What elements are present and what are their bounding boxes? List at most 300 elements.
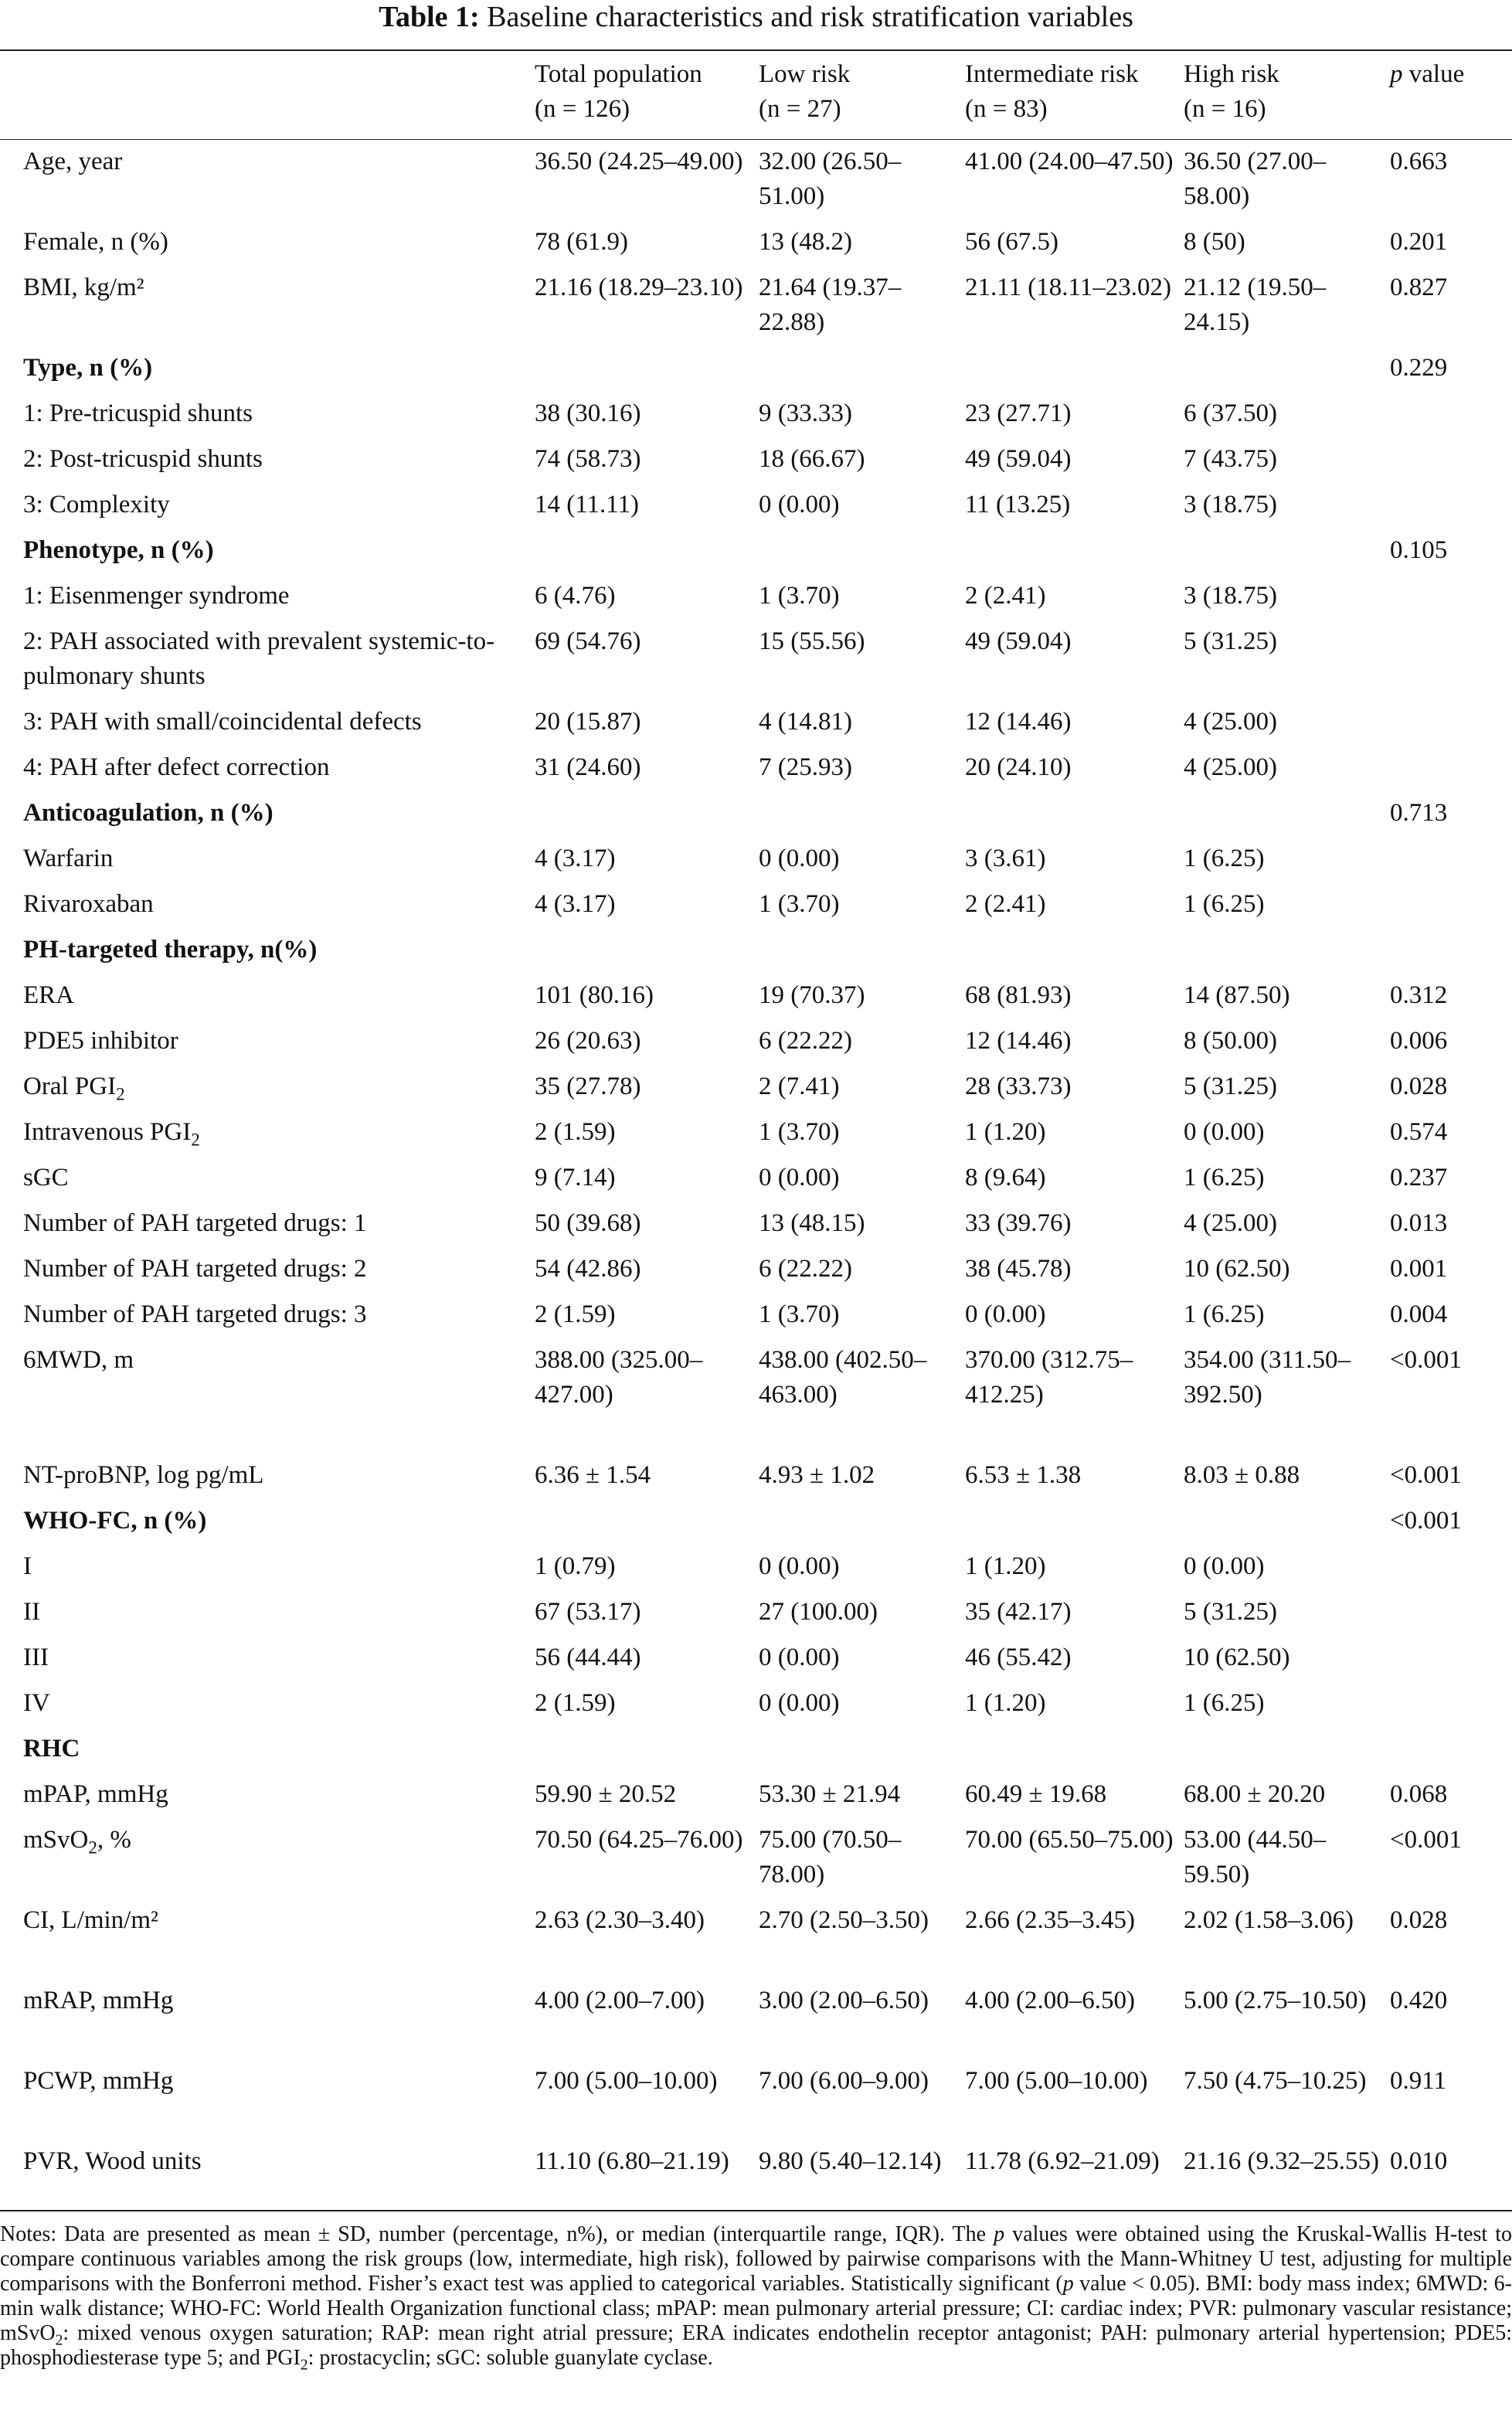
cell-low-risk: 19 (70.37) xyxy=(759,981,865,1009)
cell-high-risk: 36.50 (27.00–58.00) xyxy=(1184,148,1327,210)
cell-high-risk: 6 (37.50) xyxy=(1184,399,1277,427)
cell-high-risk: 1 (6.25) xyxy=(1184,890,1265,918)
row-label-text: sGC xyxy=(23,1164,69,1192)
row-label-subscript: 2 xyxy=(116,1083,125,1104)
cell-intermediate-risk: 4.00 (2.00–6.50) xyxy=(965,1987,1135,2014)
notes-part-1: Notes: Data are presented as mean ± SD, number (percentage, n%), or median (interquartile range, IQR). The xyxy=(0,2222,994,2246)
cell-high-risk: 4 (25.00) xyxy=(1184,708,1277,736)
cell-high-risk: 10 (62.50) xyxy=(1184,1255,1290,1283)
cell-total-population: 2 (1.59) xyxy=(535,1689,616,1717)
cell-total-population: 2 (1.59) xyxy=(535,1118,616,1146)
cell-high-risk: 2.02 (1.58–3.06) xyxy=(1184,1906,1354,1934)
notes-part-4: : mixed venous oxygen saturation; RAP: mean right atrial pressure; ERA indicates endothelin receptor antagonist; PAH: pulmonary arterial hypertension; PDE5: phosphodiesterase type 5; and PGI xyxy=(0,2321,1512,2370)
cell-p-value: 0.237 xyxy=(1390,1164,1448,1192)
row-label-text: Rivaroxaban xyxy=(23,890,154,918)
cell-intermediate-risk: 12 (14.46) xyxy=(965,708,1072,736)
cell-p-value: 0.713 xyxy=(1390,799,1448,827)
notes-p-italic-1: p xyxy=(994,2222,1005,2246)
table-row xyxy=(0,973,1512,1018)
cell-total-population: 11.10 (6.80–21.19) xyxy=(535,2147,729,2175)
cell-low-risk xyxy=(759,927,965,973)
cell-intermediate-risk: 33 (39.76) xyxy=(965,1209,1072,1237)
cell-p-value: <0.001 xyxy=(1390,1346,1462,1374)
row-label-text: PCWP, mmHg xyxy=(23,2067,174,2095)
cell-total-population: 20 (15.87) xyxy=(535,708,641,736)
table-row xyxy=(0,1898,1512,1978)
table-row xyxy=(0,1338,1512,1453)
cell-total-population: 56 (44.44) xyxy=(535,1644,641,1671)
cell-high-risk: 21.16 (9.32–25.55) xyxy=(1184,2147,1379,2175)
row-label xyxy=(0,139,535,219)
cell-total-population: 38 (30.16) xyxy=(535,399,641,427)
header-p-value-text: value xyxy=(1402,60,1465,88)
cell-total-population: 4.00 (2.00–7.00) xyxy=(535,1987,705,2014)
cell-p-value: 0.013 xyxy=(1390,1209,1448,1237)
cell-intermediate-risk: 1 (1.20) xyxy=(965,1552,1046,1580)
cell-total-population: 4 (3.17) xyxy=(535,845,616,872)
cell-total-population xyxy=(535,927,759,973)
cell-low-risk: 9.80 (5.40–12.14) xyxy=(759,2147,942,2175)
cell-p-value xyxy=(1390,1589,1512,1635)
header-high-risk xyxy=(1184,49,1390,139)
cell-total-population: 35 (27.78) xyxy=(535,1073,641,1100)
header-low-risk xyxy=(759,49,965,139)
cell-total-population: 6 (4.76) xyxy=(535,582,616,610)
table-row xyxy=(0,699,1512,745)
cell-intermediate-risk: 20 (24.10) xyxy=(965,753,1072,781)
notes-part-5: : prostacyclin; sGC: soluble guanylate cyclase. xyxy=(307,2346,713,2370)
cell-p-value: 0.006 xyxy=(1390,1027,1448,1055)
row-label-text: Warfarin xyxy=(23,845,114,872)
cell-p-value: 0.068 xyxy=(1390,1780,1448,1808)
row-label-text: ERA xyxy=(23,981,74,1009)
row-label xyxy=(0,573,535,619)
row-label xyxy=(0,1978,535,2058)
header-high-risk-title: High risk xyxy=(1184,60,1279,88)
cell-low-risk xyxy=(759,790,965,836)
cell-p-value xyxy=(1390,882,1512,927)
cell-low-risk: 9 (33.33) xyxy=(759,399,852,427)
row-label-text: mRAP, mmHg xyxy=(23,1987,174,2014)
cell-intermediate-risk: 38 (45.78) xyxy=(965,1255,1072,1283)
row-label-text: Type, n (%) xyxy=(23,354,153,382)
row-label-text: BMI, kg/m² xyxy=(23,274,144,301)
row-label-text: Phenotype, n (%) xyxy=(23,536,214,564)
cell-high-risk xyxy=(1184,927,1390,973)
notes-p-italic-2: p xyxy=(1062,2272,1074,2296)
table-notes xyxy=(0,2222,1512,2374)
cell-p-value: 0.105 xyxy=(1390,536,1448,564)
row-label xyxy=(0,1772,535,1817)
cell-p-value xyxy=(1390,699,1512,745)
header-p-value xyxy=(1390,49,1512,139)
cell-low-risk: 2 (7.41) xyxy=(759,1073,840,1100)
row-label xyxy=(0,2058,535,2139)
cell-intermediate-risk xyxy=(965,345,1184,391)
cell-low-risk: 27 (100.00) xyxy=(759,1598,878,1626)
cell-intermediate-risk: 11 (13.25) xyxy=(965,491,1071,518)
cell-intermediate-risk: 56 (67.5) xyxy=(965,228,1058,256)
cell-intermediate-risk: 23 (27.71) xyxy=(965,399,1072,427)
row-label xyxy=(0,882,535,927)
row-label xyxy=(0,1155,535,1201)
cell-total-population: 67 (53.17) xyxy=(535,1598,641,1626)
cell-low-risk: 0 (0.00) xyxy=(759,1552,840,1580)
cell-low-risk: 1 (3.70) xyxy=(759,1300,840,1328)
cell-low-risk: 18 (66.67) xyxy=(759,445,865,473)
table-row xyxy=(0,573,1512,619)
cell-p-value: <0.001 xyxy=(1390,1826,1462,1854)
cell-intermediate-risk xyxy=(965,790,1184,836)
cell-intermediate-risk: 49 (59.04) xyxy=(965,627,1072,655)
header-variable xyxy=(0,49,535,139)
cell-p-value xyxy=(1390,391,1512,437)
cell-total-population: 69 (54.76) xyxy=(535,627,641,655)
cell-total-population: 388.00 (325.00–427.00) xyxy=(535,1346,703,1409)
row-label xyxy=(0,836,535,882)
cell-p-value xyxy=(1390,745,1512,790)
cell-high-risk: 8.03 ± 0.88 xyxy=(1184,1461,1300,1489)
row-label xyxy=(0,619,535,699)
cell-high-risk: 21.12 (19.50–24.15) xyxy=(1184,274,1327,336)
cell-low-risk: 1 (3.70) xyxy=(759,1118,840,1146)
cell-intermediate-risk xyxy=(965,927,1184,973)
cell-p-value: 0.201 xyxy=(1390,228,1448,256)
cell-p-value: 0.827 xyxy=(1390,274,1448,301)
cell-intermediate-risk: 2 (2.41) xyxy=(965,890,1046,918)
cell-p-value: 0.028 xyxy=(1390,1906,1448,1934)
table-row xyxy=(0,1018,1512,1064)
cell-p-value xyxy=(1390,1681,1512,1726)
cell-low-risk: 21.64 (19.37–22.88) xyxy=(759,274,902,336)
cell-intermediate-risk: 2.66 (2.35–3.45) xyxy=(965,1906,1135,1934)
row-label xyxy=(0,391,535,437)
cell-p-value: 0.663 xyxy=(1390,148,1448,175)
cell-high-risk: 68.00 ± 20.20 xyxy=(1184,1780,1326,1808)
cell-high-risk: 7.50 (4.75–10.25) xyxy=(1184,2067,1367,2095)
table-body xyxy=(0,139,1512,2219)
table-row xyxy=(0,1978,1512,2058)
cell-intermediate-risk: 11.78 (6.92–21.09) xyxy=(965,2147,1160,2175)
cell-intermediate-risk: 3 (3.61) xyxy=(965,845,1046,872)
cell-intermediate-risk xyxy=(965,1498,1184,1544)
cell-p-value: 0.004 xyxy=(1390,1300,1448,1328)
row-label xyxy=(0,2139,535,2219)
cell-low-risk: 32.00 (26.50–51.00) xyxy=(759,148,902,210)
cell-low-risk: 3.00 (2.00–6.50) xyxy=(759,1987,929,2014)
cell-p-value xyxy=(1390,573,1512,619)
table-row xyxy=(0,345,1512,391)
cell-total-population xyxy=(535,528,759,573)
row-label xyxy=(0,1064,535,1110)
row-label-text: Anticoagulation, n (%) xyxy=(23,799,274,827)
table-row xyxy=(0,1681,1512,1726)
cell-total-population: 74 (58.73) xyxy=(535,445,641,473)
header-total-population-n: (n = 126) xyxy=(535,95,630,123)
table-row xyxy=(0,2139,1512,2219)
row-label xyxy=(0,927,535,973)
row-label-text: CI, L/min/m² xyxy=(23,1906,158,1934)
cell-total-population: 26 (20.63) xyxy=(535,1027,641,1055)
cell-intermediate-risk: 2 (2.41) xyxy=(965,582,1046,610)
row-label xyxy=(0,1635,535,1681)
cell-low-risk: 0 (0.00) xyxy=(759,491,840,518)
baseline-characteristics-table xyxy=(0,49,1512,2219)
header-intermediate-risk-title: Intermediate risk xyxy=(965,60,1139,88)
cell-p-value: 0.010 xyxy=(1390,2147,1448,2175)
cell-total-population: 31 (24.60) xyxy=(535,753,641,781)
cell-high-risk: 4 (25.00) xyxy=(1184,753,1277,781)
cell-p-value xyxy=(1390,836,1512,882)
cell-low-risk: 0 (0.00) xyxy=(759,1164,840,1192)
cell-total-population xyxy=(535,790,759,836)
cell-low-risk: 53.30 ± 21.94 xyxy=(759,1780,901,1808)
cell-intermediate-risk: 68 (81.93) xyxy=(965,981,1072,1009)
cell-total-population: 59.90 ± 20.52 xyxy=(535,1780,677,1808)
cell-p-value: <0.001 xyxy=(1390,1507,1462,1535)
cell-high-risk xyxy=(1184,528,1390,573)
table-row xyxy=(0,265,1512,345)
cell-high-risk: 5.00 (2.75–10.50) xyxy=(1184,1987,1367,2014)
table-row xyxy=(0,482,1512,528)
cell-p-value: 0.312 xyxy=(1390,981,1448,1009)
cell-low-risk: 13 (48.2) xyxy=(759,228,852,256)
table-row xyxy=(0,1589,1512,1635)
cell-intermediate-risk: 370.00 (312.75–412.25) xyxy=(965,1346,1133,1409)
cell-low-risk: 6 (22.22) xyxy=(759,1255,852,1283)
cell-total-population xyxy=(535,345,759,391)
header-p-italic: p xyxy=(1390,60,1403,88)
row-label-text: 3: PAH with small/coincidental defects xyxy=(23,708,422,736)
row-label-subscript: 2 xyxy=(191,1129,200,1150)
row-label xyxy=(0,219,535,265)
cell-low-risk: 0 (0.00) xyxy=(759,1644,840,1671)
row-label-subscript: 2 xyxy=(88,1837,97,1858)
row-label-text: Number of PAH targeted drugs: 3 xyxy=(23,1300,367,1328)
row-label-suffix: , % xyxy=(97,1826,131,1854)
header-low-risk-title: Low risk xyxy=(759,60,851,88)
notes-subscript-2: 2 xyxy=(300,2357,308,2374)
row-label xyxy=(0,528,535,573)
cell-high-risk: 7 (43.75) xyxy=(1184,445,1277,473)
row-label-text: mSvO xyxy=(23,1826,89,1854)
cell-low-risk: 0 (0.00) xyxy=(759,1689,840,1717)
cell-intermediate-risk: 6.53 ± 1.38 xyxy=(965,1461,1082,1489)
row-label-text: Number of PAH targeted drugs: 1 xyxy=(23,1209,367,1237)
cell-low-risk: 4.93 ± 1.02 xyxy=(759,1461,875,1489)
row-label-text: 1: Eisenmenger syndrome xyxy=(23,582,290,610)
cell-total-population: 36.50 (24.25–49.00) xyxy=(535,148,743,175)
cell-p-value xyxy=(1390,482,1512,528)
cell-low-risk: 1 (3.70) xyxy=(759,582,840,610)
row-label xyxy=(0,1544,535,1589)
row-label-text: 2: Post-tricuspid shunts xyxy=(23,445,263,473)
cell-high-risk: 1 (6.25) xyxy=(1184,845,1265,872)
row-label-text: Oral PGI xyxy=(23,1073,117,1100)
cell-high-risk: 1 (6.25) xyxy=(1184,1689,1265,1717)
cell-p-value xyxy=(1390,1544,1512,1589)
table-row xyxy=(0,1292,1512,1338)
cell-total-population: 101 (80.16) xyxy=(535,981,654,1009)
cell-high-risk: 8 (50.00) xyxy=(1184,1027,1277,1055)
row-label xyxy=(0,437,535,482)
row-label-text: 6MWD, m xyxy=(23,1346,134,1374)
cell-high-risk: 8 (50) xyxy=(1184,228,1245,256)
row-label xyxy=(0,1726,535,1772)
cell-low-risk: 15 (55.56) xyxy=(759,627,865,655)
table-row xyxy=(0,619,1512,699)
cell-intermediate-risk: 8 (9.64) xyxy=(965,1164,1046,1192)
table-row xyxy=(0,437,1512,482)
row-label xyxy=(0,1110,535,1155)
cell-total-population: 78 (61.9) xyxy=(535,228,628,256)
table-caption-label: Table 1: xyxy=(379,1,480,33)
cell-low-risk xyxy=(759,1498,965,1544)
table-row xyxy=(0,219,1512,265)
row-label-text: III xyxy=(23,1644,49,1671)
table-row xyxy=(0,745,1512,790)
header-total-population-title: Total population xyxy=(535,60,702,88)
row-label-text: I xyxy=(23,1552,32,1580)
cell-intermediate-risk: 21.11 (18.11–23.02) xyxy=(965,274,1172,301)
row-label xyxy=(0,973,535,1018)
cell-p-value: 0.028 xyxy=(1390,1073,1448,1100)
table-row xyxy=(0,1817,1512,1898)
cell-intermediate-risk xyxy=(965,1726,1184,1772)
row-label-text: 1: Pre-tricuspid shunts xyxy=(23,399,253,427)
notes-part-2: values were obtained using the Kruskal-Wallis H-test to compare continuous variables among the risk groups (low, intermediate, high risk), followed by pairwise comparisons with the Mann-Whitney U test, adjusting for multiple comparisons with the Bonferroni method. Fisher’s exact test was applied to categorical variables. Statistically significant ( xyxy=(0,2222,1512,2296)
cell-intermediate-risk: 41.00 (24.00–47.50) xyxy=(965,148,1174,175)
header-intermediate-risk-n: (n = 83) xyxy=(965,95,1048,123)
cell-intermediate-risk: 35 (42.17) xyxy=(965,1598,1072,1626)
row-label xyxy=(0,345,535,391)
cell-p-value: 0.420 xyxy=(1390,1987,1448,2014)
row-label-text: Female, n (%) xyxy=(23,228,168,256)
row-label xyxy=(0,265,535,345)
cell-total-population: 14 (11.11) xyxy=(535,491,640,518)
cell-p-value: 0.001 xyxy=(1390,1255,1448,1283)
table-header-row xyxy=(0,49,1512,139)
row-label-text: mPAP, mmHg xyxy=(23,1780,168,1808)
table-row xyxy=(0,2058,1512,2139)
cell-total-population: 2.63 (2.30–3.40) xyxy=(535,1906,705,1934)
cell-intermediate-risk: 0 (0.00) xyxy=(965,1300,1046,1328)
row-label-text: Number of PAH targeted drugs: 2 xyxy=(23,1255,367,1283)
cell-total-population: 9 (7.14) xyxy=(535,1164,616,1192)
row-label-text: PVR, Wood units xyxy=(23,2147,202,2175)
cell-p-value xyxy=(1390,927,1512,973)
cell-low-risk: 0 (0.00) xyxy=(759,845,840,872)
table-row xyxy=(0,1110,1512,1155)
cell-total-population: 4 (3.17) xyxy=(535,890,616,918)
cell-high-risk: 0 (0.00) xyxy=(1184,1552,1265,1580)
notes-part-3: value < 0.05). BMI: body mass index; 6MWD: 6-min walk distance; WHO-FC: World Health Organization functional class; mPAP: mean pulmonary arterial pressure; CI: cardiac index; PVR: pulmonary vascular resistance; mSvO xyxy=(0,2272,1512,2345)
table-row xyxy=(0,1246,1512,1292)
cell-total-population: 70.50 (64.25–76.00) xyxy=(535,1826,743,1854)
table-row xyxy=(0,528,1512,573)
cell-intermediate-risk xyxy=(965,528,1184,573)
table-row xyxy=(0,1498,1512,1544)
table-row xyxy=(0,1544,1512,1589)
table-row xyxy=(0,139,1512,219)
cell-p-value xyxy=(1390,1635,1512,1681)
cell-high-risk xyxy=(1184,790,1390,836)
cell-high-risk xyxy=(1184,1726,1390,1772)
table-row xyxy=(0,1772,1512,1817)
cell-intermediate-risk: 49 (59.04) xyxy=(965,445,1072,473)
row-label-text: PDE5 inhibitor xyxy=(23,1027,178,1055)
cell-p-value xyxy=(1390,437,1512,482)
cell-intermediate-risk: 1 (1.20) xyxy=(965,1118,1046,1146)
row-label-text: RHC xyxy=(23,1735,80,1763)
cell-total-population: 7.00 (5.00–10.00) xyxy=(535,2067,718,2095)
cell-p-value xyxy=(1390,619,1512,699)
row-label xyxy=(0,1338,535,1453)
row-label-text: 3: Complexity xyxy=(23,491,170,518)
cell-total-population: 1 (0.79) xyxy=(535,1552,616,1580)
cell-total-population: 50 (39.68) xyxy=(535,1209,641,1237)
table-row xyxy=(0,790,1512,836)
cell-high-risk: 5 (31.25) xyxy=(1184,627,1277,655)
cell-total-population xyxy=(535,1498,759,1544)
table-row xyxy=(0,1635,1512,1681)
cell-low-risk: 13 (48.15) xyxy=(759,1209,865,1237)
cell-low-risk: 75.00 (70.50–78.00) xyxy=(759,1826,902,1888)
row-label xyxy=(0,1817,535,1898)
cell-high-risk: 3 (18.75) xyxy=(1184,582,1277,610)
table-row xyxy=(0,1064,1512,1110)
cell-high-risk: 354.00 (311.50–392.50) xyxy=(1184,1346,1351,1409)
cell-total-population: 6.36 ± 1.54 xyxy=(535,1461,651,1489)
table-row xyxy=(0,1201,1512,1246)
row-label-text: 4: PAH after defect correction xyxy=(23,753,330,781)
row-label-text: II xyxy=(23,1598,40,1626)
row-label xyxy=(0,1898,535,1978)
row-label-text: WHO-FC, n (%) xyxy=(23,1507,207,1535)
notes-subscript-1: 2 xyxy=(55,2332,63,2349)
cell-high-risk: 1 (6.25) xyxy=(1184,1164,1265,1192)
cell-intermediate-risk: 70.00 (65.50–75.00) xyxy=(965,1826,1174,1854)
table-row xyxy=(0,836,1512,882)
cell-intermediate-risk: 60.49 ± 19.68 xyxy=(965,1780,1107,1808)
cell-low-risk: 1 (3.70) xyxy=(759,890,840,918)
cell-low-risk: 2.70 (2.50–3.50) xyxy=(759,1906,929,1934)
cell-p-value: 0.229 xyxy=(1390,354,1448,382)
cell-high-risk xyxy=(1184,1498,1390,1544)
header-total-population xyxy=(535,49,759,139)
cell-low-risk: 7 (25.93) xyxy=(759,753,852,781)
cell-intermediate-risk: 12 (14.46) xyxy=(965,1027,1072,1055)
row-label-text: IV xyxy=(23,1689,50,1717)
cell-intermediate-risk: 1 (1.20) xyxy=(965,1689,1046,1717)
cell-low-risk: 438.00 (402.50–463.00) xyxy=(759,1346,927,1409)
row-label-text: 2: PAH associated with prevalent systemic-to-pulmonary shunts xyxy=(23,627,495,690)
row-label-text: PH-targeted therapy, n(%) xyxy=(23,936,318,964)
row-label xyxy=(0,790,535,836)
cell-low-risk xyxy=(759,1726,965,1772)
cell-high-risk: 10 (62.50) xyxy=(1184,1644,1290,1671)
table-row xyxy=(0,927,1512,973)
cell-p-value: 0.574 xyxy=(1390,1118,1448,1146)
cell-high-risk: 14 (87.50) xyxy=(1184,981,1290,1009)
table-row xyxy=(0,1453,1512,1498)
row-label-text: Intravenous PGI xyxy=(23,1118,192,1146)
header-high-risk-n: (n = 16) xyxy=(1184,95,1266,123)
table-row xyxy=(0,1726,1512,1772)
header-intermediate-risk xyxy=(965,49,1184,139)
cell-high-risk: 5 (31.25) xyxy=(1184,1073,1277,1100)
row-label xyxy=(0,1453,535,1498)
